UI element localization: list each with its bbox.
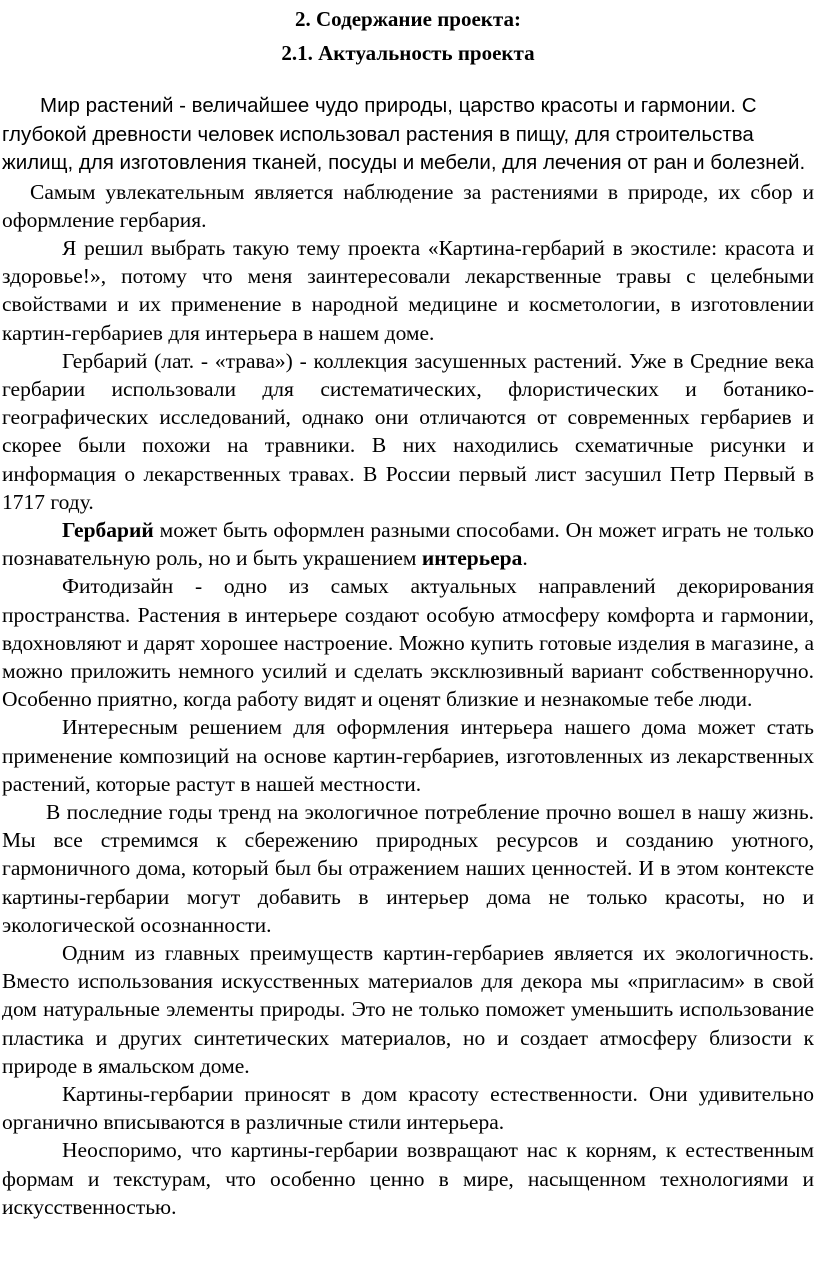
section-heading: 2. Содержание проекта: [295, 7, 521, 31]
paragraph-natural-beauty: Картины-гербарии приносят в дом красоту естественности. Они удивительно органично вписываются в различные стили интерьера. [2, 1082, 814, 1135]
paragraph-eco-advantage: Одним из главных преимуществ картин-гербариев является их экологичность. Вместо использования искусственных материалов для декора мы «пригласим» в свой дом натуральные элементы природы. Это не только поможет уменьшить использование пластика и других синтетических материалов, но и создает атмосферу близости к природе в ямальском доме. [2, 940, 814, 1078]
paragraph-topic-choice: Я решил выбрать такую тему проекта «Картина-гербарий в экостиле: красота и здоровье!», потому что меня заинтересовали лекарственные травы с целебными свойствами и их применение в народной медицине и косметологии, в изготовлении картин-гербариев для интерьера в нашем доме. [2, 235, 814, 345]
heading-spacer [2, 68, 814, 92]
paragraph-plants-intro: Мир растений - величайшее чудо природы, царство красоты и гармонии. С глубокой древности человек использовал растения в пищу, для строительства жилищ, для изготовления тканей, посуды и мебели, для лечения от ран и болезней. [2, 94, 806, 174]
paragraph-eco-trend: В последние годы тренд на экологичное потребление прочно вошел в нашу жизнь. Мы все стремимся к сбережению природных ресурсов и созданию уютного, гармоничного дома, который был бы отражением наших ценностей. И в этом контексте картины-гербарии могут добавить в интерьер дома не только красоты, но и экологической осознанности. [2, 799, 814, 937]
paragraph-herbarium-role-end: . [522, 546, 528, 571]
bold-term-interior: интерьера [421, 546, 523, 571]
paragraph-phytodesign: Фитодизайн - одно из самых актуальных направлений декорирования пространства. Растения в интерьере создают особую атмосферу комфорта и гармонии, вдохновляют и дарят хорошее настроение. Можно купить готовые изделия в магазине, а можно приложить немного усилий и сделать эксклюзивный вариант собственноручно. Особенно приятно, когда работу видят и оценят близкие и незнакомые тебе люди. [2, 574, 814, 712]
paragraph-herbarium-role [2, 516, 814, 572]
subsection-heading: 2.1. Актуальность проекта [281, 41, 535, 65]
paragraph-observation: Самым увлекательным является наблюдение за растениями в природе, их сбор и оформление гербария. [2, 179, 814, 232]
paragraph-herbarium-definition: Гербарий (лат. - «трава») - коллекция засушенных растений. Уже в Средние века гербарии использовали для систематических, флористических и ботанико-географических исследований, однако они отличаются от современных гербариев и скорее были похожи на травники. В них находились схематичные рисунки и информация о лекарственных травах. В России первый лист засушил Петр Первый в 1717 году. [2, 348, 814, 514]
paragraph-roots: Неоспоримо, что картины-гербарии возвращают нас к корням, к естественным формам и текстурам, что особенно ценно в мире, насыщенном технологиями и искусственностью. [2, 1138, 814, 1219]
paragraph-interior-solution: Интересным решением для оформления интерьера нашего дома может стать применение композиций на основе картин-гербариев, изготовленных из лекарственных растений, которые растут в нашей местности. [2, 715, 814, 796]
bold-term-herbarium: Гербарий [62, 517, 154, 542]
paragraph-herbarium-role-text: может быть оформлен разными способами. Он может играть не только познавательную роль, но и быть украшением [2, 517, 814, 571]
